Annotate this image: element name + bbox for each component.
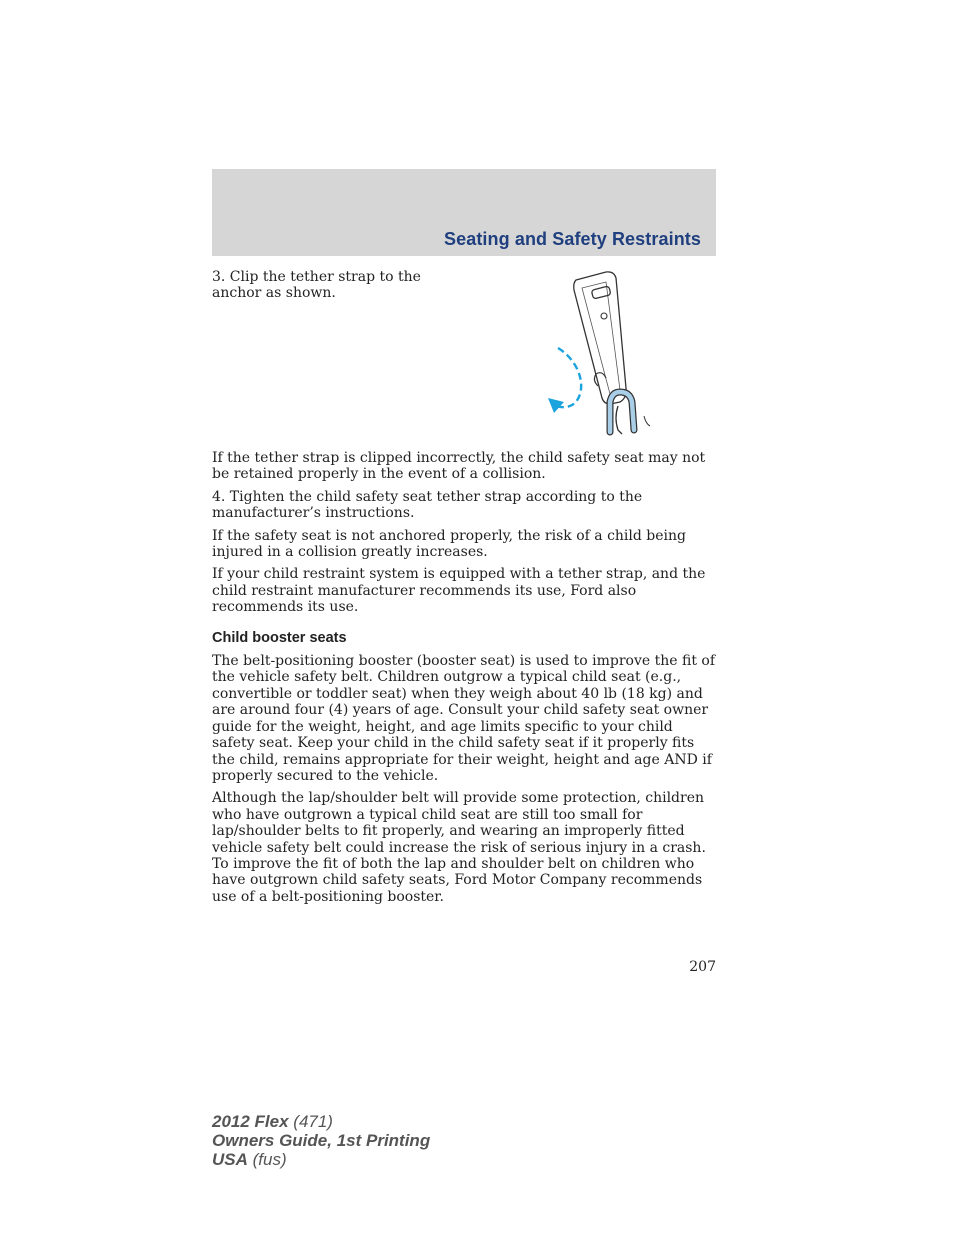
footer-line-1	[212, 1112, 430, 1131]
paragraph: 4. Tighten the child safety seat tether strap according to the manufacturer’s instructions.	[212, 488, 643, 522]
tether-anchor-clip-icon	[540, 268, 670, 440]
footer-line-3	[212, 1150, 430, 1169]
footer	[212, 1112, 430, 1169]
footer-model-code: (471)	[288, 1112, 333, 1131]
arrow-path	[556, 348, 581, 407]
footer-guide: Owners Guide, 1st Printing	[212, 1131, 431, 1150]
section-heading: Child booster seats	[212, 629, 347, 646]
footer-line-2	[212, 1131, 430, 1150]
paragraph: If your child restraint system is equipped with a tether strap, and the child restraint manufacturer recommends its use, Ford also recommends its use.	[212, 566, 706, 616]
paragraph: Although the lap/shoulder belt will provide some protection, children who have outgrown a typical child seat are still too small for lap/shoulder belts to fit properly, and wearing an improperly fitted vehicle safety belt could increase the risk of serious injury in a crash. To improve the fit of both the lap and shoulder belt on children who have outgrown child safety seats, Ford Motor Company recommends use of a belt-positioning booster.	[212, 790, 706, 905]
section-header-band	[212, 169, 716, 256]
main-content	[212, 450, 718, 911]
arrow-head	[548, 398, 564, 413]
footer-market-code: (fus)	[247, 1150, 287, 1169]
step-3-text: 3. Clip the tether strap to the anchor as shown.	[212, 269, 421, 302]
footer-model: 2012 Flex	[212, 1112, 289, 1131]
page-number: 207	[689, 959, 716, 975]
section-title: Seating and Safety Restraints	[444, 229, 701, 249]
paragraph: If the tether strap is clipped incorrectly, the child safety seat may not be retained properly in the event of a collision.	[212, 450, 706, 483]
paragraph: The belt-positioning booster (booster seat) is used to improve the fit of the vehicle safety belt. Children outgrow a typical child seat (e.g., convertible or toddler seat) when they weigh about 40 lb (18 kg) and are around four (4) years of age. Consult your child safety seat owner guide for the weight, height, and age limits specific to your child safety seat. Keep your child in the child safety seat if it properly fits the child, remains appropriate for their weight, height and age AND if properly secured to the vehicle.	[212, 653, 716, 784]
footer-market: USA	[212, 1150, 248, 1169]
paragraph: If the safety seat is not anchored properly, the risk of a child being injured in a collision greatly increases.	[212, 527, 686, 561]
